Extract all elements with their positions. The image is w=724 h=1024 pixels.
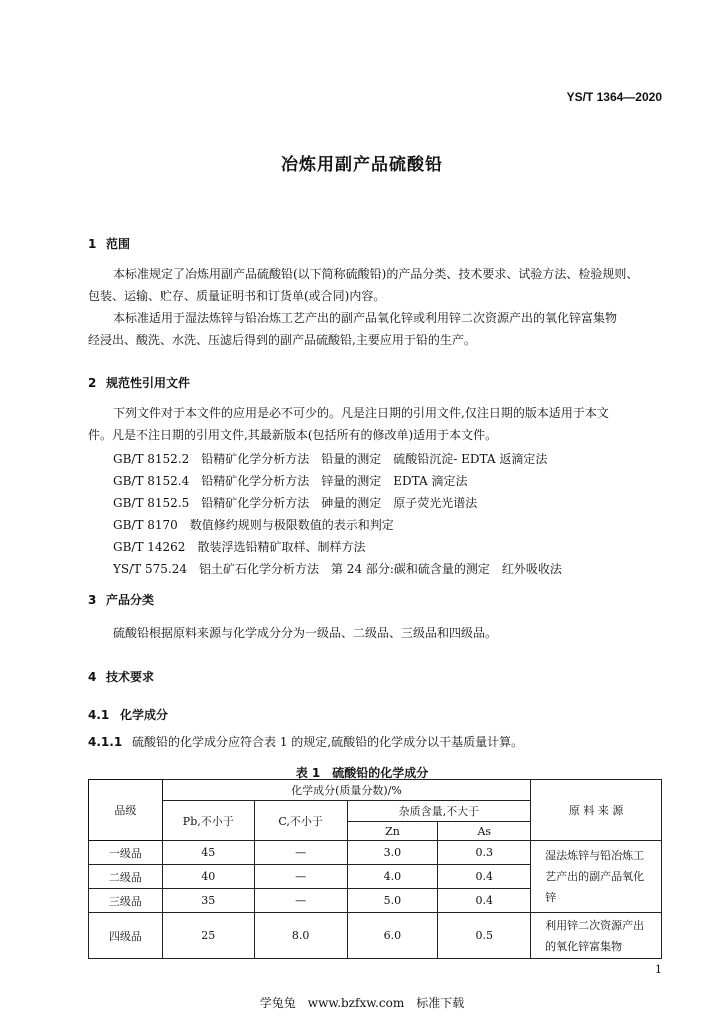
cell-source: 湿法炼锌与铅冶炼工艺产出的副产品氧化锌: [531, 841, 662, 913]
cell-c: —: [254, 841, 347, 865]
header-c: C,不小于: [254, 801, 347, 841]
section-title: 范围: [106, 237, 131, 251]
cell-zn: 3.0: [347, 841, 438, 865]
paragraph: 包装、运输、贮存、质量证明书和订货单(或合同)内容。: [88, 289, 386, 303]
paragraph: 本标准规定了冶炼用副产品硫酸铅(以下简称硫酸铅)的产品分类、技术要求、试验方法、检验规则、: [113, 267, 639, 281]
section-title: 技术要求: [106, 670, 155, 684]
standard-number: YS/T 1364—2020: [566, 90, 662, 104]
cell-as: 0.4: [438, 889, 531, 913]
section-1-heading: [88, 235, 130, 252]
section-title: 化学成分: [120, 708, 169, 722]
header-zn: Zn: [347, 822, 438, 841]
chemical-composition-table: [88, 779, 662, 959]
section-2-heading: [88, 374, 190, 391]
header-pb: Pb,不小于: [162, 801, 254, 841]
reference-item: GB/T 8170 数值修约规则与极限数值的表示和判定: [113, 518, 394, 532]
section-number: 2: [88, 376, 97, 390]
cell-pb: 25: [162, 913, 254, 959]
cell-as: 0.4: [438, 865, 531, 889]
cell-grade: 三级品: [89, 889, 163, 913]
paragraph: 件。凡是不注日期的引用文件,其最新版本(包括所有的修改单)适用于本文件。: [88, 428, 498, 442]
reference-item: GB/T 8152.4 铅精矿化学分析方法 锌量的测定 EDTA 滴定法: [113, 474, 468, 488]
cell-c: —: [254, 865, 347, 889]
reference-item: GB/T 8152.5 铅精矿化学分析方法 砷量的测定 原子荧光光谱法: [113, 496, 478, 510]
section-number: 4: [88, 670, 97, 684]
section-title: 产品分类: [106, 593, 155, 607]
cell-pb: 40: [162, 865, 254, 889]
reference-item: GB/T 14262 散装浮选铅精矿取样、制样方法: [113, 540, 366, 554]
cell-source: 利用锌二次资源产出的氧化锌富集物: [531, 913, 662, 959]
footer-watermark: 学兔兔 www.bzfxw.com 标准下载: [259, 996, 465, 1010]
cell-as: 0.5: [438, 913, 531, 959]
page-number: 1: [655, 963, 662, 976]
paragraph: 本标准适用于湿法炼锌与铅冶炼工艺产出的副产品氧化锌或利用锌二次资源产出的氧化锌富集物: [113, 311, 618, 325]
section-title: 规范性引用文件: [106, 376, 191, 390]
cell-c: 8.0: [254, 913, 347, 959]
cell-grade: 一级品: [89, 841, 163, 865]
section-3-heading: [88, 591, 154, 608]
paragraph: 下列文件对于本文件的应用是必不可少的。凡是注日期的引用文件,仅注日期的版本适用于本文: [113, 406, 609, 420]
cell-c: —: [254, 889, 347, 913]
header-impurity: 杂质含量,不大于: [347, 801, 531, 822]
section-number: 4.1: [88, 708, 110, 722]
clause-4-1-1: [88, 731, 523, 753]
section-4-heading: [88, 668, 154, 685]
cell-pb: 45: [162, 841, 254, 865]
header-grade: 品级: [89, 780, 163, 841]
cell-grade: 二级品: [89, 865, 163, 889]
section-number: 1: [88, 237, 97, 251]
section-4-1-heading: [88, 706, 168, 723]
cell-zn: 5.0: [347, 889, 438, 913]
header-source: 原 料 来 源: [531, 780, 662, 841]
cell-zn: 4.0: [347, 865, 438, 889]
reference-item: YS/T 575.24 铝土矿石化学分析方法 第 24 部分:碳和硫含量的测定 红外吸收法: [113, 562, 562, 576]
cell-grade: 四级品: [89, 913, 163, 959]
cell-as: 0.3: [438, 841, 531, 865]
section-number: 3: [88, 593, 97, 607]
header-chemical-composition: 化学成分(质量分数)/%: [162, 780, 530, 801]
paragraph: 硫酸铅根据原料来源与化学成分分为一级品、二级品、三级品和四级品。: [113, 626, 498, 640]
clause-number: 4.1.1: [88, 735, 123, 749]
cell-zn: 6.0: [347, 913, 438, 959]
paragraph: 经浸出、酸洗、水洗、压滤后得到的副产品硫酸铅,主要应用于铅的生产。: [88, 333, 476, 347]
document-title: 冶炼用副产品硫酸铅: [281, 155, 443, 175]
table-caption: 表 1 硫酸铅的化学成分: [295, 766, 429, 780]
reference-item: GB/T 8152.2 铅精矿化学分析方法 铅量的测定 硫酸铅沉淀- EDTA 返滴定法: [113, 452, 548, 466]
header-as: As: [438, 822, 531, 841]
cell-pb: 35: [162, 889, 254, 913]
clause-text: 硫酸铅的化学成分应符合表 1 的规定,硫酸铅的化学成分以干基质量计算。: [132, 735, 524, 749]
